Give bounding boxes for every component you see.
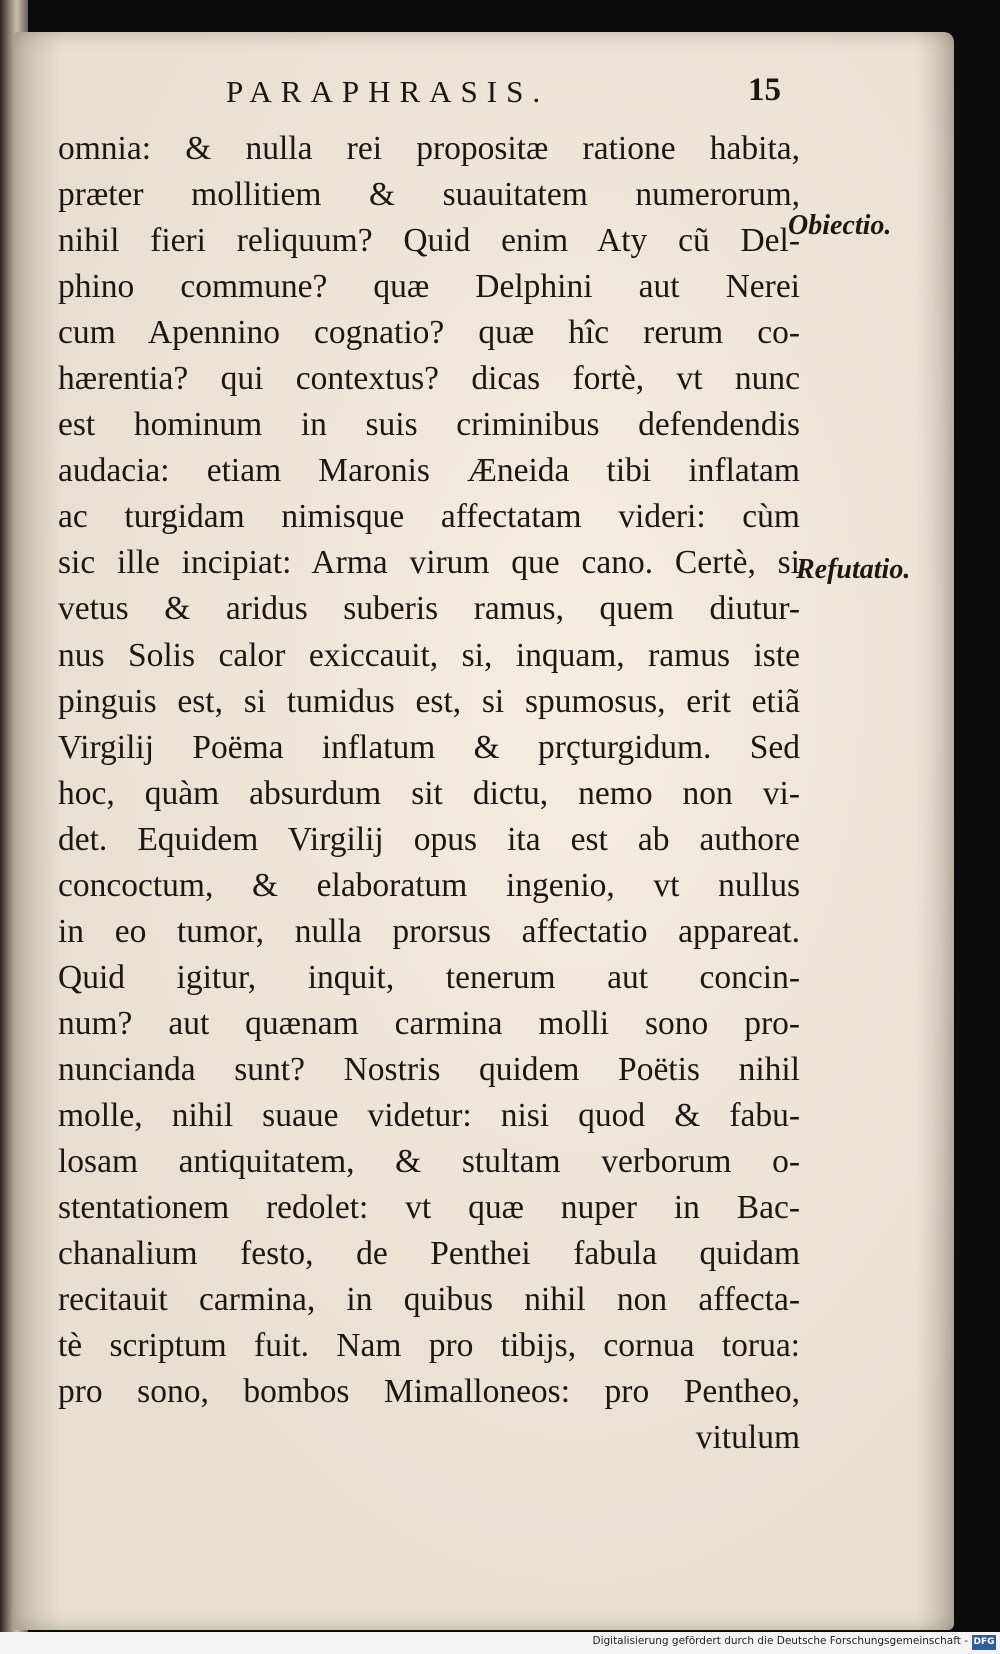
text-line: præter mollitiem & suauitatem numerorum, bbox=[58, 176, 800, 214]
text-line: sic ille incipiat: Arma virum que cano. Certè, si bbox=[58, 544, 800, 582]
text-line: molle, nihil suaue videtur: nisi quod & fabu- bbox=[58, 1096, 800, 1134]
text-line: nuncianda sunt? Nostris quidem Poëtis nihil bbox=[58, 1050, 800, 1088]
footer-credit: Digitalisierung gefördert durch die Deutsche Forschungsgemeinschaft - bbox=[592, 1635, 968, 1647]
text-line: det. Equidem Virgilij opus ita est ab authore bbox=[58, 820, 800, 858]
text-line: chanalium festo, de Penthei fabula quidam bbox=[58, 1235, 800, 1273]
catchword: vitulum bbox=[695, 1419, 800, 1457]
text-line: stentationem redolet: vt quæ nuper in Bac- bbox=[58, 1189, 800, 1227]
digitization-footer bbox=[0, 1632, 1000, 1654]
text-line: tè scriptum fuit. Nam pro tibijs, cornua torua: bbox=[58, 1327, 800, 1365]
text-line: ac turgidam nimisque affectatam videri: cùm bbox=[58, 498, 800, 536]
text-line: phino commune? quæ Delphini aut Nerei bbox=[58, 268, 800, 306]
text-block bbox=[58, 126, 800, 1461]
text-line: Virgilij Poëma inflatum & prçturgidum. Sed bbox=[58, 728, 800, 766]
margin-note-objectio: Obiectio. bbox=[788, 210, 892, 241]
page-number: 15 bbox=[748, 72, 781, 108]
text-line: recitauit carmina, in quibus nihil non affecta- bbox=[58, 1281, 800, 1319]
text-line: pinguis est, si tumidus est, si spumosus, erit etiã bbox=[58, 682, 800, 720]
text-line: hoc, quàm absurdum sit dictu, nemo non vi- bbox=[58, 774, 800, 812]
text-line: num? aut quænam carmina molli sono pro- bbox=[58, 1004, 800, 1042]
text-line: pro sono, bombos Mimalloneos: pro Pentheo, bbox=[58, 1373, 800, 1411]
running-title: PARAPHRASIS. bbox=[226, 74, 550, 109]
text-line: vetus & aridus suberis ramus, quem diutur- bbox=[58, 590, 800, 628]
text-line: concoctum, & elaboratum ingenio, vt nullus bbox=[58, 866, 800, 904]
text-line: in eo tumor, nulla prorsus affectatio appareat. bbox=[58, 912, 800, 950]
text-line: hærentia? qui contextus? dicas fortè, vt nunc bbox=[58, 360, 800, 398]
text-line: cum Apennino cognatio? quæ hîc rerum co- bbox=[58, 314, 800, 352]
text-line: omnia: & nulla rei propositæ ratione habita, bbox=[58, 130, 800, 167]
margin-note-refutatio: Refutatio. bbox=[796, 554, 911, 585]
text-line: nus Solis calor exiccauit, si, inquam, ramus iste bbox=[58, 636, 800, 674]
dfg-logo-icon: DFG bbox=[972, 1635, 996, 1650]
text-line: nihil fieri reliquum? Quid enim Aty cũ Del- bbox=[58, 222, 800, 260]
text-line: est hominum in suis criminibus defendendis bbox=[58, 406, 800, 444]
text-line: Quid igitur, inquit, tenerum aut concin- bbox=[58, 958, 800, 996]
text-line: losam antiquitatem, & stultam verborum o- bbox=[58, 1143, 800, 1181]
text-line: audacia: etiam Maronis Æneida tibi inflatam bbox=[58, 452, 800, 490]
